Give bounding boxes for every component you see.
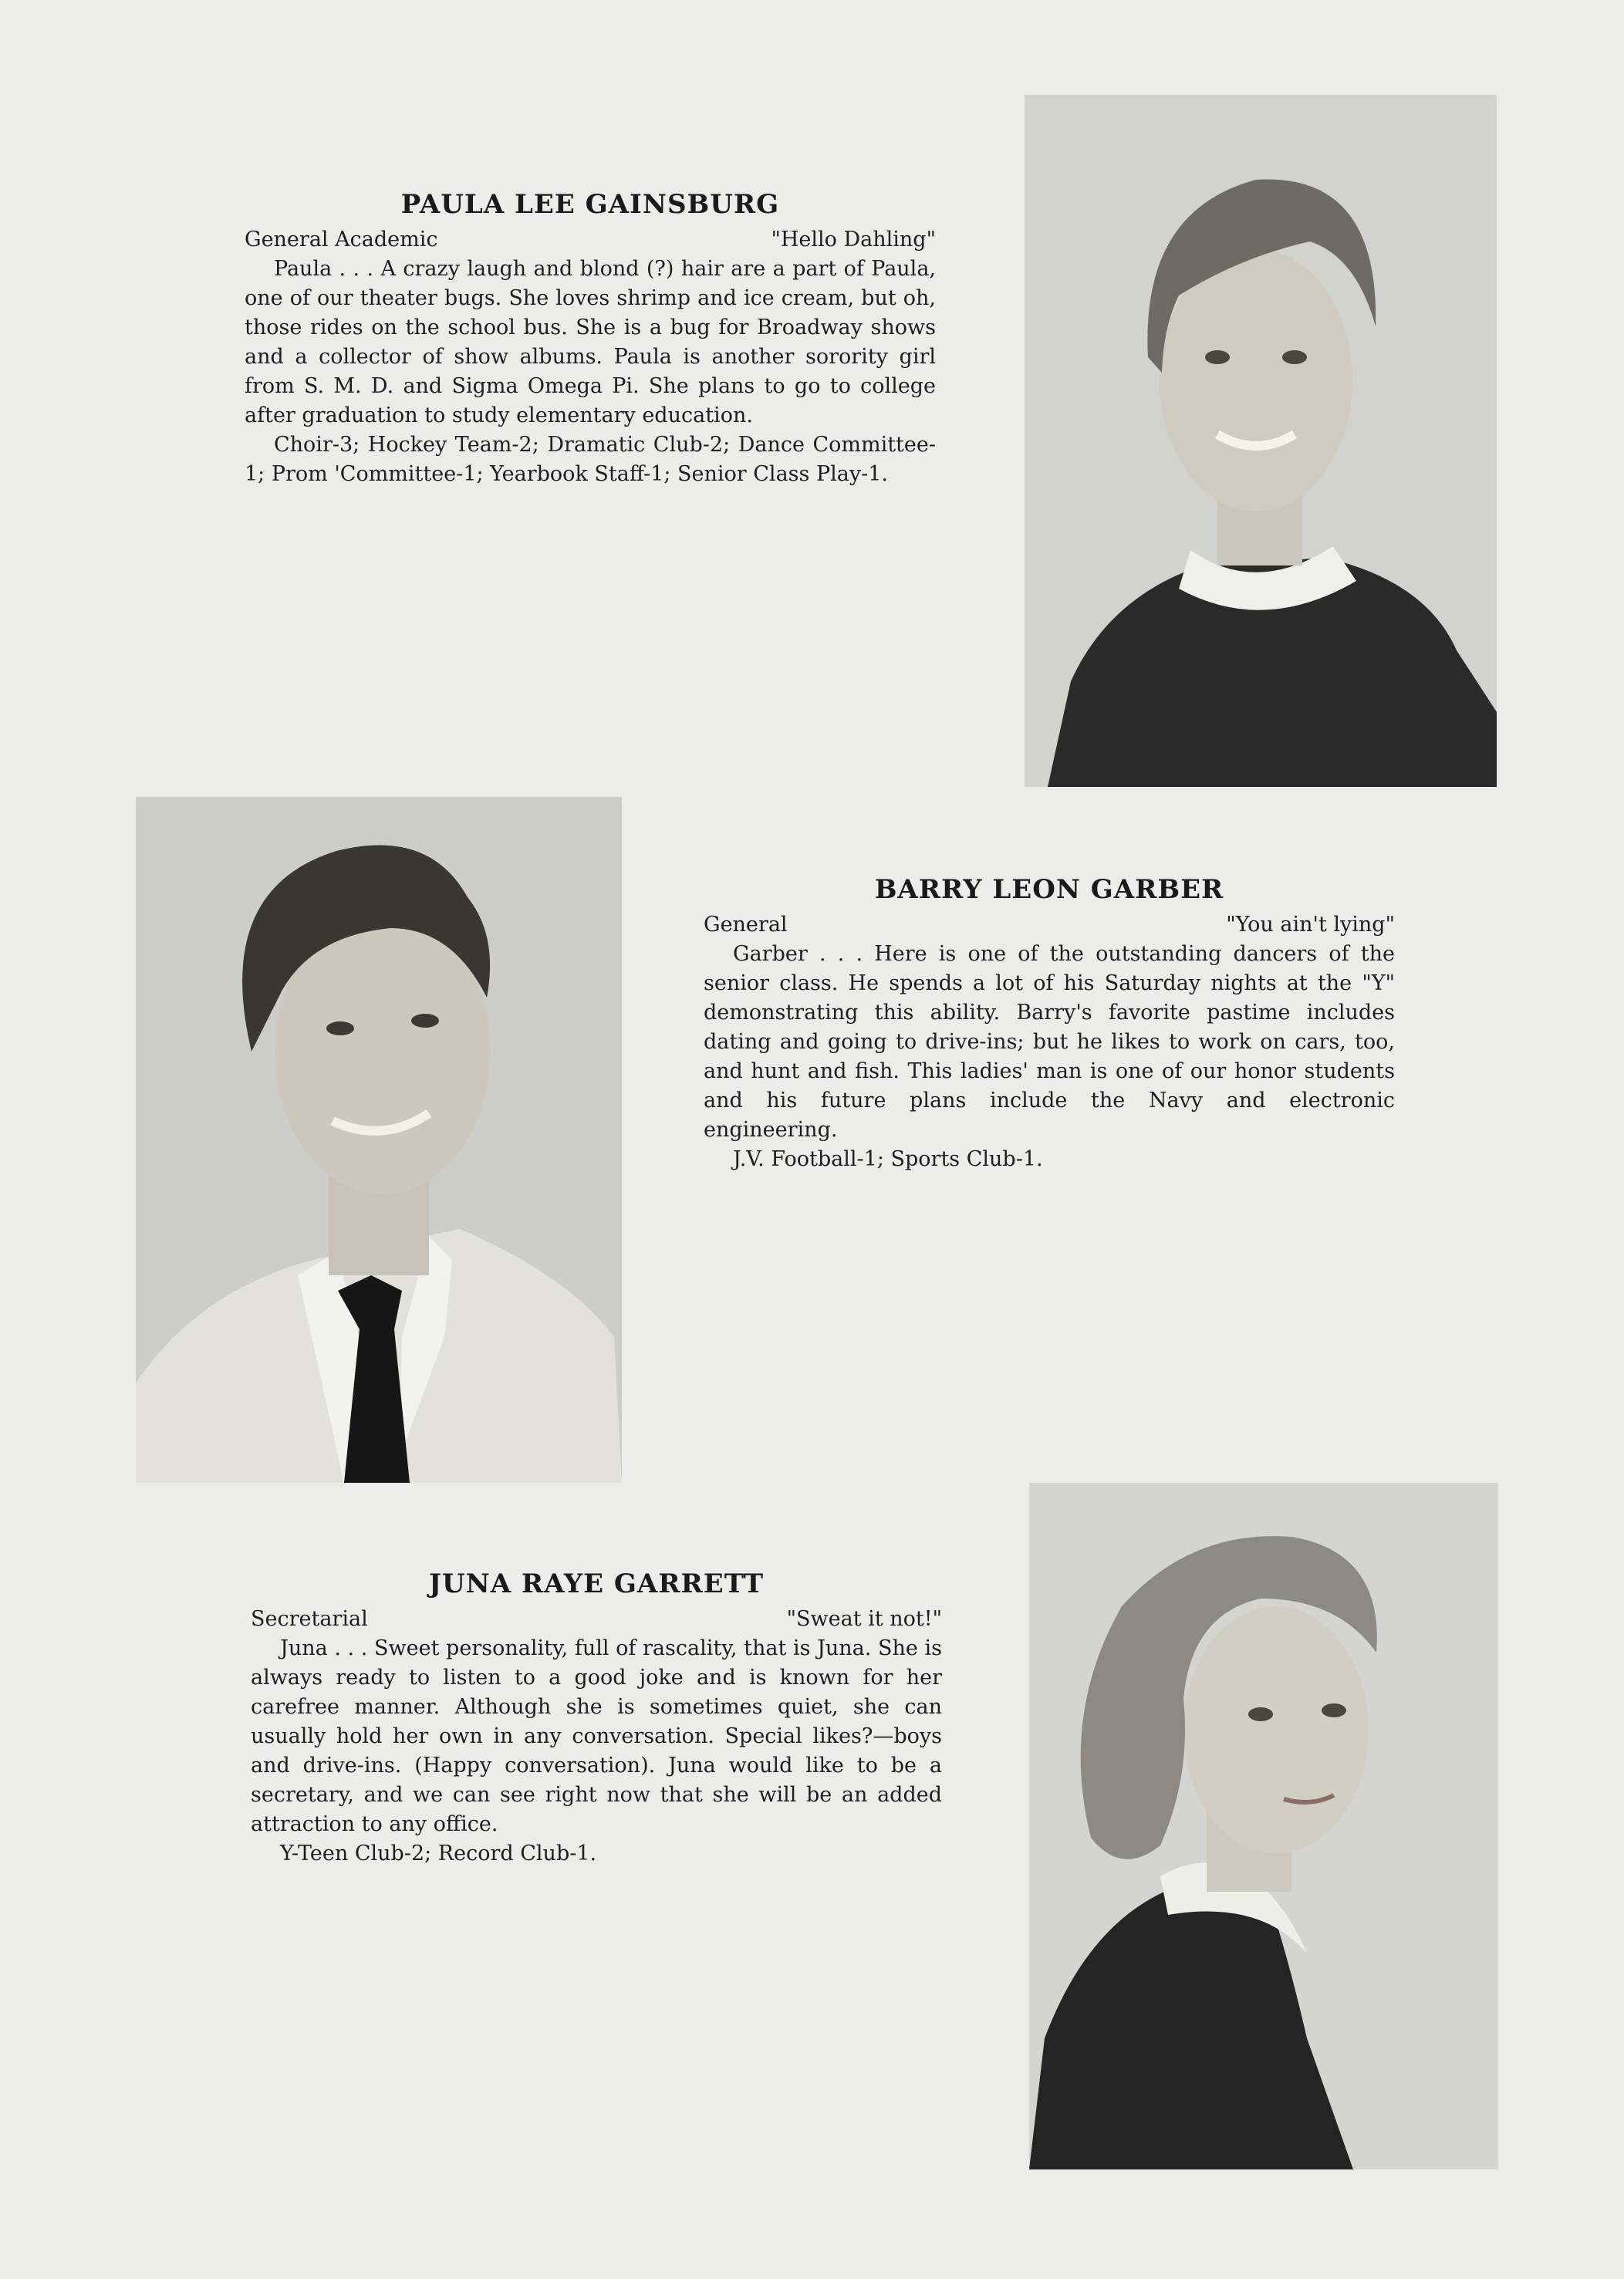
student-bio: Juna . . . Sweet personality, full of rascality, that is Juna. She is always ready to listen to a good joke and is known for her carefree manner. Although she is sometimes quiet, she can usually hold her own in any conversation. Special likes?—boys and drive-ins. (Happy conversation). Juna would like to be a secretary, and we can see right now that she will be an added attraction to any office. <box>251 1636 942 1836</box>
portrait-silhouette-female <box>1025 95 1497 787</box>
portrait-photo-barry <box>136 797 622 1483</box>
student-activities: J.V. Football-1; Sports Club-1. <box>733 1147 1043 1171</box>
course-label: General <box>704 913 788 937</box>
student-entry-paula <box>245 189 936 489</box>
portrait-photo-juna <box>1029 1483 1498 2169</box>
student-name: JUNA RAYE GARRETT <box>428 1568 765 1599</box>
student-bio: Garber . . . Here is one of the outstanding dancers of the senior class. He spends a lot of his Saturday nights at the "Y" demonstrating this ability. Barry's favorite pastime includes dating and going to drive-ins; but he likes to work on cars, too, and hunt and fish. This ladies' man is one of our honor students and his future plans include the Navy and electronic engineering. <box>704 942 1395 1142</box>
student-quote: "You ain't lying" <box>1226 913 1395 937</box>
portrait-silhouette-female <box>1029 1483 1498 2169</box>
student-quote: "Sweat it not!" <box>786 1607 942 1631</box>
course-label: General Academic <box>245 228 438 252</box>
course-quote-line <box>251 1607 942 1631</box>
student-quote: "Hello Dahling" <box>771 228 936 252</box>
student-bio: Paula . . . A crazy laugh and blond (?) hair are a part of Paula, one of our theater bugs. She loves shrimp and ice cream, but oh, those rides on the school bus. She is a bug for Broadway shows and a collector of show albums. Paula is another sorority girl from S. M. D. and Sigma Omega Pi. She plans to go to college after graduation to study elementary education. <box>245 257 936 427</box>
student-activities: Y-Teen Club-2; Record Club-1. <box>280 1842 597 1865</box>
portrait-silhouette-male <box>136 797 622 1483</box>
student-entry-juna <box>251 1568 942 1869</box>
course-quote-line <box>245 228 936 252</box>
student-activities: Choir-3; Hockey Team-2; Dramatic Club-2; Dance Committee-1; Prom 'Committee-1; Yearbook Staff-1; Senior Class Play-1. <box>245 433 936 486</box>
portrait-photo-paula <box>1025 95 1497 787</box>
student-entry-barry <box>704 874 1395 1174</box>
course-quote-line <box>704 913 1395 937</box>
student-name: PAULA LEE GAINSBURG <box>400 189 780 220</box>
student-name: BARRY LEON GARBER <box>874 874 1224 905</box>
course-label: Secretarial <box>251 1607 368 1631</box>
